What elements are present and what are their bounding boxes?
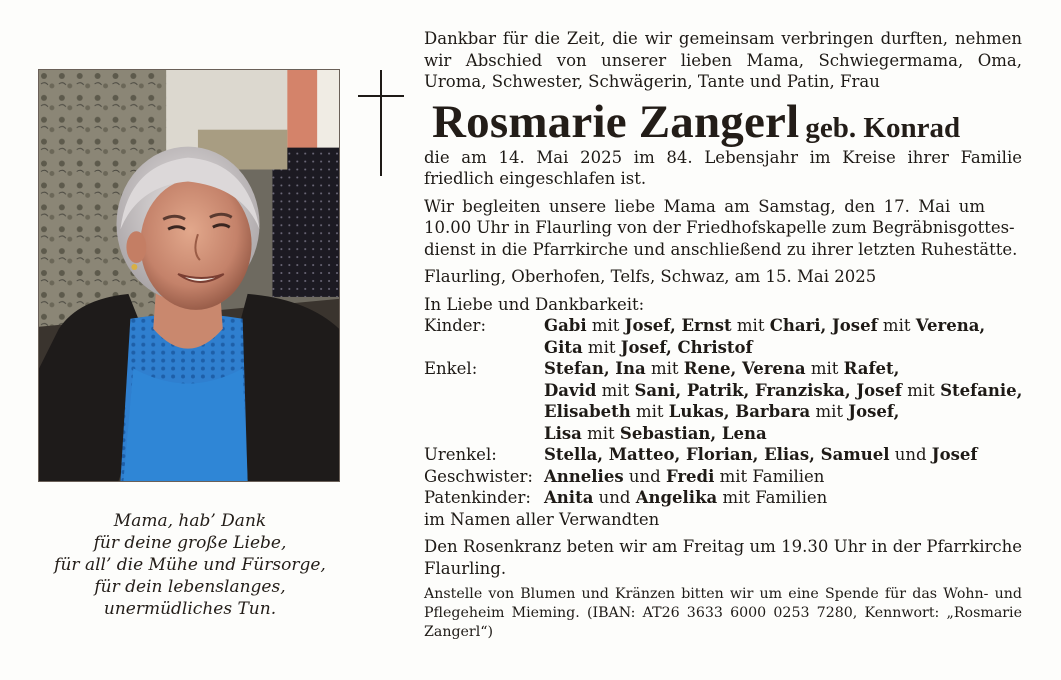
family-label: Patenkinder: — [424, 488, 531, 507]
family-names: Gabi mit Josef, Ernst mit Chari, Josef mit Verena, — [544, 316, 986, 335]
family-row — [424, 401, 1022, 423]
family-row — [424, 487, 1022, 509]
funeral-line: dienst in die Pfarrkirche und anschließend zu ihrer letzten Ruhestätte. — [424, 239, 1018, 259]
family-names: Stella, Matteo, Florian, Elias, Samuel und Josef — [544, 445, 978, 464]
funeral-line: Wir begleiten unsere liebe Mama am Samstag, den 17. Mai um — [424, 196, 985, 216]
cross-icon — [358, 70, 406, 178]
family-list — [424, 315, 1022, 509]
memorial-quote — [40, 510, 340, 620]
family-row — [424, 423, 1022, 445]
thanks-heading: In Liebe und Dankbarkeit: — [424, 294, 645, 314]
family-row — [424, 444, 1022, 466]
family-names: Gita mit Josef, Christof — [544, 337, 753, 357]
deceased-name: Rosmarie Zangerl — [432, 95, 800, 148]
quote-line: Mama, hab’ Dank — [113, 511, 267, 531]
family-label — [424, 380, 544, 402]
intro-text: Dankbar für die Zeit, die wir gemeinsam verbringen durften, nehmen wir Abschied von unserer lieben Mama, Schwiegermama, Oma, Uroma, Schwester, Schwägerin, Tante und Patin, Frau — [424, 29, 1022, 91]
portrait-image — [39, 70, 339, 481]
family-row — [424, 466, 1022, 488]
family-label — [424, 401, 544, 423]
passing-text: die am 14. Mai 2025 im 84. Lebensjahr im Kreise ihrer Familie friedlich eingeschlafen ist. — [424, 147, 1022, 188]
family-label — [424, 337, 544, 359]
rosary-text: Den Rosenkranz beten wir am Freitag um 19.30 Uhr in der Pfarrkirche Flaurling. — [424, 537, 1022, 578]
family-row — [424, 315, 1022, 337]
birth-name: geb. Konrad — [805, 111, 961, 144]
family-names: Annelies und Fredi mit Familien — [544, 466, 825, 486]
family-label: Kinder: — [424, 316, 487, 335]
donation-text: Anstelle von Blumen und Kränzen bitten wir um eine Spende für das Wohn- und Pflegeheim Mieming. (IBAN: AT26 3633 6000 0253 7280, Kennwort: „Rosmarie Zangerl“) — [424, 586, 1022, 640]
place-date: Flaurling, Oberhofen, Telfs, Schwaz, am 15. Mai 2025 — [424, 267, 877, 286]
funeral-text — [424, 196, 1022, 261]
family-label: Urenkel: — [424, 445, 497, 464]
quote-line: für all’ die Mühe und Fürsorge, — [54, 555, 326, 575]
portrait-photo — [38, 69, 340, 482]
quote-line: für deine große Liebe, — [93, 533, 287, 553]
quote-line: unermüdliches Tun. — [103, 599, 277, 619]
deceased-name-line — [424, 95, 1022, 147]
family-row — [424, 358, 1022, 380]
family-row — [424, 380, 1022, 402]
family-label — [424, 423, 544, 445]
family-label: Geschwister: — [424, 466, 533, 486]
family-names: Elisabeth mit Lukas, Barbara mit Josef, — [544, 402, 900, 421]
notice-text — [424, 28, 1022, 642]
family-row — [424, 337, 1022, 359]
family-names: Anita und Angelika mit Familien — [544, 488, 828, 507]
family-label: Enkel: — [424, 359, 478, 378]
family-names: David mit Sani, Patrik, Franziska, Josef mit Stefanie, — [544, 380, 1023, 400]
quote-line: für dein lebenslanges, — [94, 577, 286, 597]
family-names: Lisa mit Sebastian, Lena — [544, 423, 767, 443]
family-names: Stefan, Ina mit Rene, Verena mit Rafet, — [544, 359, 900, 378]
funeral-line: 10.00 Uhr in Flaurling von der Friedhofskapelle zum Begräbnisgottes- — [424, 218, 1015, 237]
relatives-text: im Namen aller Verwandten — [424, 509, 660, 529]
